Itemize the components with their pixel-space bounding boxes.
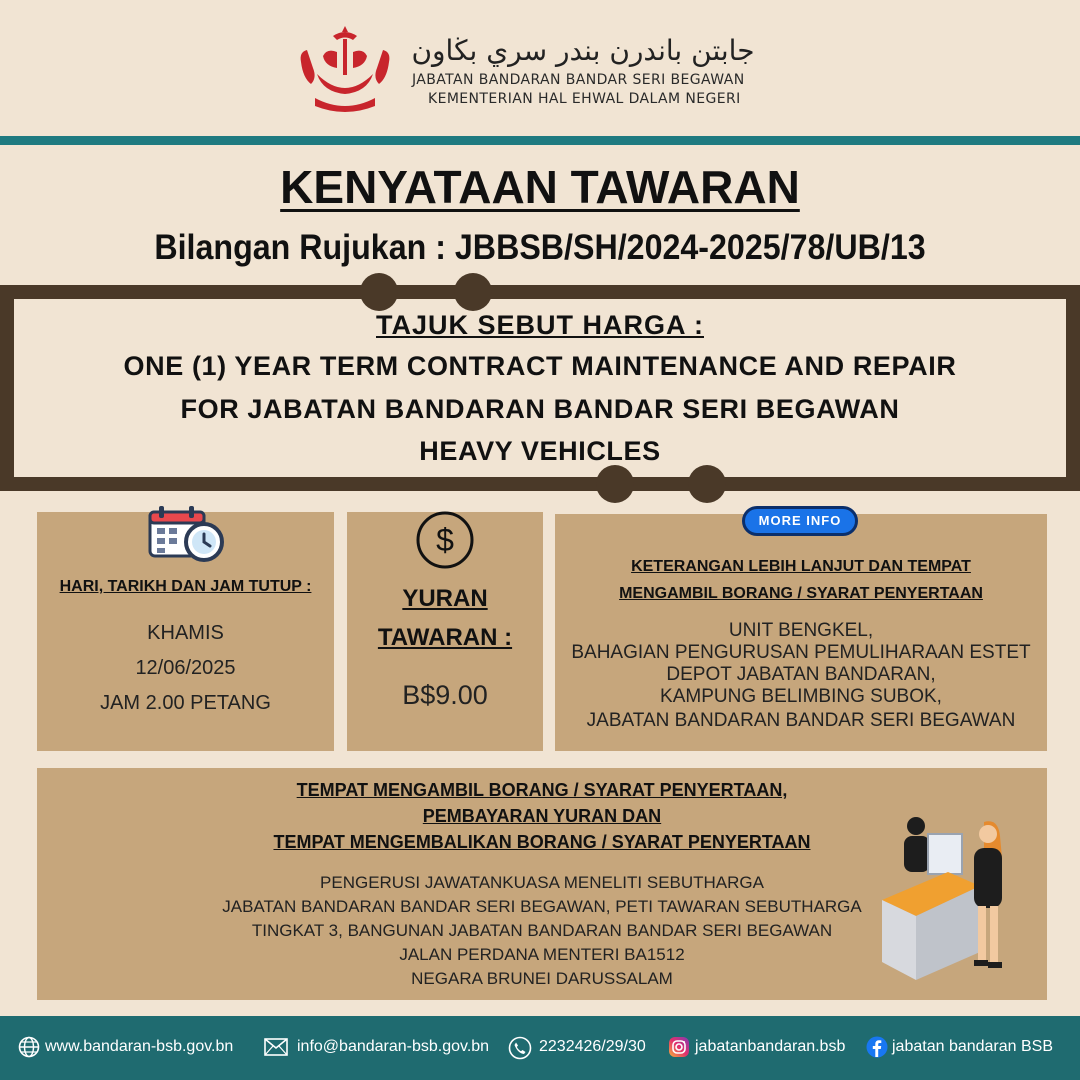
mail-icon bbox=[263, 1036, 289, 1058]
info-line: BAHAGIAN PENGURUSAN PEMULIHARAAN ESTET bbox=[571, 642, 1031, 663]
facebook-icon bbox=[866, 1036, 888, 1058]
return-heading-3: TEMPAT MENGEMBALIKAN BORANG / SYARAT PENYERTAAN bbox=[273, 832, 811, 852]
return-line: JABATAN BANDARAN BANDAR SERI BEGAWAN, PETI TAWARAN SEBUTHARGA bbox=[222, 897, 862, 916]
fee-heading-1: YURAN bbox=[402, 585, 488, 612]
footer-phone[interactable]: 2232426/29/30 bbox=[539, 1038, 646, 1055]
footer-email-link[interactable]: info@bandaran-bsb.gov.bn bbox=[297, 1038, 490, 1055]
org-jawi-name: جابتن باندرن بندر سري بڬاون bbox=[411, 34, 755, 67]
return-line: PENGERUSI JAWATANKUASA MENELITI SEBUTHARGA bbox=[320, 873, 764, 892]
fee-heading-2: TAWARAN : bbox=[377, 624, 513, 651]
info-line: KAMPUNG BELIMBING SUBOK, bbox=[660, 686, 942, 707]
return-line: JALAN PERDANA MENTERI BA1512 bbox=[399, 945, 685, 964]
subject-label: TAJUK SEBUT HARGA : bbox=[376, 310, 704, 340]
info-line: UNIT BENGKEL, bbox=[728, 620, 874, 641]
return-line: NEGARA BRUNEI DARUSSALAM bbox=[411, 969, 673, 988]
frame-knob bbox=[688, 465, 726, 503]
org-name-line1: JABATAN BANDARAN BANDAR SERI BEGAWAN bbox=[412, 72, 745, 88]
org-name-line2: KEMENTERIAN HAL EHWAL DALAM NEGERI bbox=[428, 91, 741, 107]
header-divider bbox=[0, 136, 1080, 145]
subject-line: FOR JABATAN BANDARAN BANDAR SERI BEGAWAN bbox=[180, 394, 900, 424]
return-heading-1: TEMPAT MENGAMBIL BORANG / SYARAT PENYERTAAN, bbox=[296, 780, 788, 800]
more-info-button[interactable]: MORE INFO bbox=[742, 506, 858, 536]
closing-time: JAM 2.00 PETANG bbox=[100, 692, 271, 714]
globe-icon bbox=[18, 1036, 40, 1058]
return-heading-2: PEMBAYARAN YURAN DAN bbox=[422, 806, 662, 826]
footer-instagram-link[interactable]: jabatanbandaran.bsb bbox=[695, 1038, 846, 1055]
reference-number: Bilangan Rujukan : JBBSB/SH/2024-2025/78/UB/13 bbox=[154, 228, 926, 267]
return-line: TINGKAT 3, BANGUNAN JABATAN BANDARAN BANDAR SERI BEGAWAN bbox=[251, 921, 833, 940]
info-line: DEPOT JABATAN BANDARAN, bbox=[666, 664, 936, 685]
calendar-clock-icon bbox=[147, 504, 225, 564]
closing-day: KHAMIS bbox=[147, 622, 224, 644]
frame-knob bbox=[454, 273, 492, 311]
svg-text:$: $ bbox=[436, 522, 454, 558]
frame-knob bbox=[596, 465, 634, 503]
phone-icon bbox=[508, 1036, 532, 1060]
page-title: KENYATAAN TAWARAN bbox=[280, 161, 800, 213]
info-heading-1: KETERANGAN LEBIH LANJUT DAN TEMPAT bbox=[631, 558, 971, 575]
subject-line: ONE (1) YEAR TERM CONTRACT MAINTENANCE AND REPAIR bbox=[123, 351, 957, 381]
brunei-crest-icon bbox=[295, 22, 395, 114]
info-line: JABATAN BANDARAN BANDAR SERI BEGAWAN bbox=[586, 710, 1016, 731]
footer-facebook-link[interactable]: jabatan bandaran BSB bbox=[892, 1038, 1054, 1055]
reception-desk-illustration bbox=[876, 812, 1016, 982]
subject-line: HEAVY VEHICLES bbox=[419, 436, 661, 466]
dollar-coin-icon bbox=[415, 510, 475, 570]
frame-knob bbox=[360, 273, 398, 311]
closing-date: 12/06/2025 bbox=[135, 657, 236, 679]
fee-amount: B$9.00 bbox=[402, 680, 488, 710]
closing-heading: HARI, TARIKH DAN JAM TUTUP : bbox=[59, 578, 312, 595]
info-heading-2: MENGAMBIL BORANG / SYARAT PENYERTAAN bbox=[619, 585, 983, 602]
instagram-icon bbox=[668, 1036, 690, 1058]
footer-website-link[interactable]: www.bandaran-bsb.gov.bn bbox=[45, 1038, 234, 1055]
